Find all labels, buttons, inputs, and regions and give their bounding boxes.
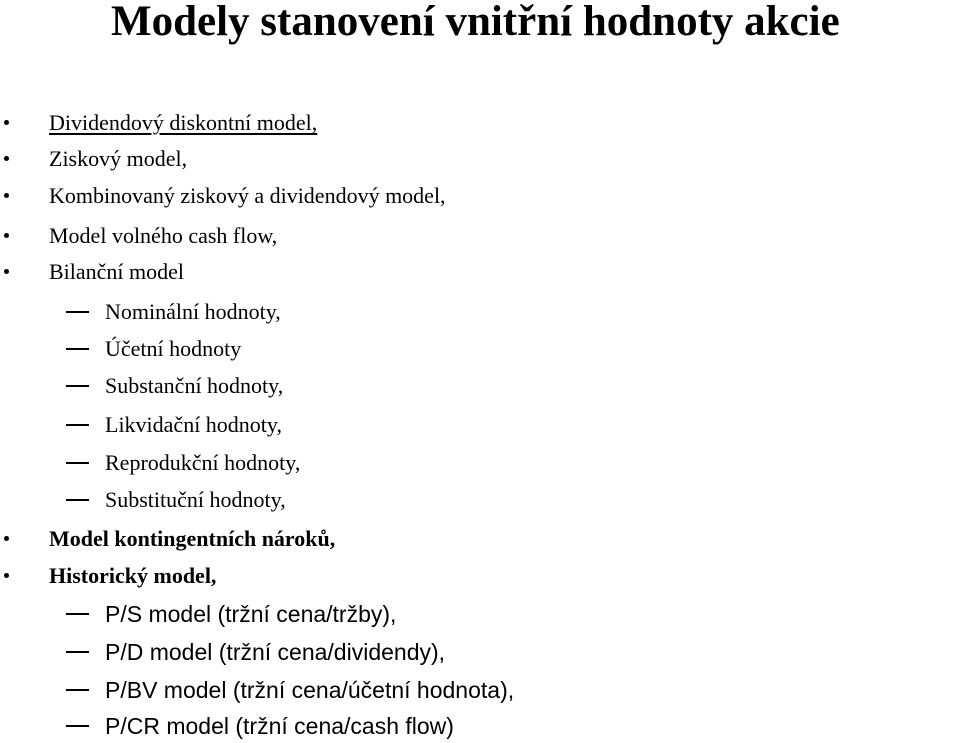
list-item-label: Bilanční model (49, 259, 185, 284)
list-item (0, 257, 960, 287)
bullet-icon (4, 536, 9, 541)
bullet-icon (4, 233, 9, 238)
sub-list-item (0, 711, 960, 741)
dash-icon (66, 725, 89, 727)
sub-list-item-label: P/BV model (tržní cena/účetní hodnota), (105, 677, 515, 703)
sub-list-item-label: Reprodukční hodnoty, (105, 450, 301, 475)
sub-list-item (0, 637, 960, 667)
bullet-icon (4, 193, 9, 198)
sub-list-item (0, 485, 960, 515)
bullet-icon (4, 120, 9, 125)
dash-icon (66, 385, 89, 387)
sub-list-item (0, 599, 960, 629)
sub-list-item (0, 410, 960, 440)
list-item (0, 561, 960, 591)
sub-list-item-label: P/S model (tržní cena/tržby), (105, 601, 397, 627)
dash-icon (66, 689, 89, 691)
list-item-label: Model volného cash flow, (49, 223, 278, 248)
list-item (0, 144, 960, 174)
dash-icon (66, 348, 89, 350)
sub-list-item (0, 448, 960, 478)
page-title: Modely stanovení vnitřní hodnoty akcie (111, 0, 840, 45)
list-item (0, 108, 960, 138)
sub-list-item-label: Nominální hodnoty, (105, 299, 281, 324)
bullet-icon (4, 573, 9, 578)
list-item-label: Historický model, (49, 563, 217, 588)
sub-list-item (0, 334, 960, 364)
dash-icon (66, 651, 89, 653)
dash-icon (66, 499, 89, 501)
list-item-label[interactable]: Dividendový diskontní model, (49, 110, 318, 135)
dash-icon (66, 424, 89, 426)
sub-list-item-label: Substanční hodnoty, (105, 373, 284, 398)
bullet-icon (4, 156, 9, 161)
sub-list-item-label: Likvidační hodnoty, (105, 412, 282, 437)
sub-list-item-label: Účetní hodnoty (105, 336, 242, 361)
sub-list-item (0, 371, 960, 401)
list-item (0, 524, 960, 554)
sub-list-item (0, 675, 960, 705)
sub-list-item (0, 297, 960, 327)
sub-list-item-label: Substituční hodnoty, (105, 487, 286, 512)
list-item-label: Model kontingentních nároků, (49, 526, 336, 551)
sub-list-item-label: P/CR model (tržní cena/cash flow) (105, 713, 454, 739)
list-item (0, 181, 960, 211)
list-item (0, 221, 960, 251)
sub-list-item-label: P/D model (tržní cena/dividendy), (105, 639, 446, 665)
dash-icon (66, 462, 89, 464)
bullet-icon (4, 269, 9, 274)
list-item-label: Kombinovaný ziskový a dividendový model, (49, 183, 446, 208)
list-item-label: Ziskový model, (49, 146, 188, 171)
dash-icon (66, 613, 89, 615)
dash-icon (66, 311, 89, 313)
